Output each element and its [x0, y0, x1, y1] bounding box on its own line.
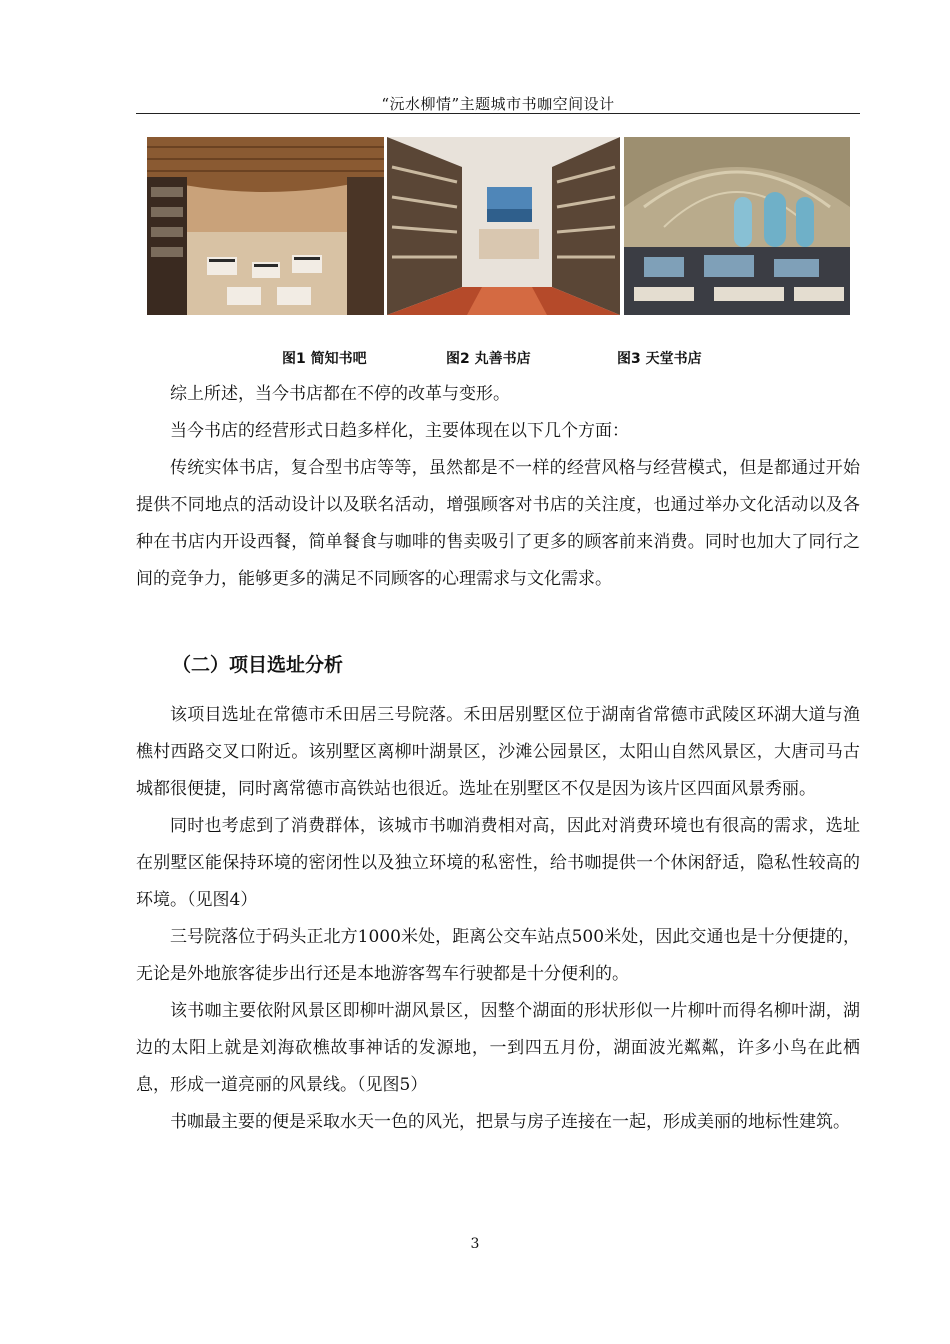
figure-1-photo — [147, 137, 384, 315]
paragraph: 传统实体书店，复合型书店等等，虽然都是不一样的经营风格与经营模式，但是都通过开始提供不同地点的活动设计以及联名活动，增强顾客对书店的关注度，也通过举办文化活动以及各种在书店内开设西餐，简单餐食与咖啡的售卖吸引了更多的顾客前来消费。同时也加大了同行之间的竞争力，能够更多的满足不同顾客的心理需求与文化需求。 — [136, 458, 860, 589]
section-heading: （二）项目选址分析 — [172, 654, 344, 676]
paragraph: 当今书店的经营形式日趋多样化，主要体现在以下几个方面： — [170, 421, 629, 441]
intro-text-block — [136, 376, 860, 598]
section-text-block — [136, 697, 860, 1141]
paragraph: 同时也考虑到了消费群体，该城市书咖消费相对高，因此对消费环境也有很高的需求，选址在别墅区能保持环境的密闭性以及独立环境的私密性，给书咖提供一个休闲舒适，隐私性较高的环境。（见图4） — [136, 816, 860, 910]
figure-3-photo — [624, 137, 850, 315]
figure-1-caption: 图1 简知书吧 — [282, 351, 367, 367]
header-divider — [136, 113, 860, 114]
paragraph: 三号院落位于码头正北方1000米处，距离公交车站点500米处，因此交通也是十分便捷的，无论是外地旅客徒步出行还是本地游客驾车行驶都是十分便利的。 — [136, 927, 860, 984]
figure-2-photo — [387, 137, 620, 315]
page-number: 3 — [470, 1236, 480, 1252]
paragraph: 该项目选址在常德市禾田居三号院落。禾田居别墅区位于湖南省常德市武陵区环湖大道与渔樵村西路交叉口附近。该别墅区离柳叶湖景区，沙滩公园景区，太阳山自然风景区，大唐司马古城都很便捷，同时离常德市高铁站也很近。选址在别墅区不仅是因为该片区四面风景秀丽。 — [136, 705, 860, 799]
figure-3-caption: 图3 天堂书店 — [617, 351, 702, 367]
figure-2-caption: 图2 丸善书店 — [446, 351, 531, 367]
paragraph: 综上所述，当今书店都在不停的改革与变形。 — [170, 384, 510, 404]
paragraph: 书咖最主要的便是采取水天一色的风光，把景与房子连接在一起，形成美丽的地标性建筑。 — [170, 1112, 850, 1132]
page-header-title: “沅水柳情”主题城市书咖空间设计 — [381, 95, 615, 113]
paragraph: 该书咖主要依附风景区即柳叶湖风景区，因整个湖面的形状形似一片柳叶而得名柳叶湖，湖边的太阳上就是刘海砍樵故事神话的发源地，一到四五月份，湖面波光粼粼，许多小鸟在此栖息，形成一道亮丽的风景线。（见图5） — [136, 1001, 860, 1095]
